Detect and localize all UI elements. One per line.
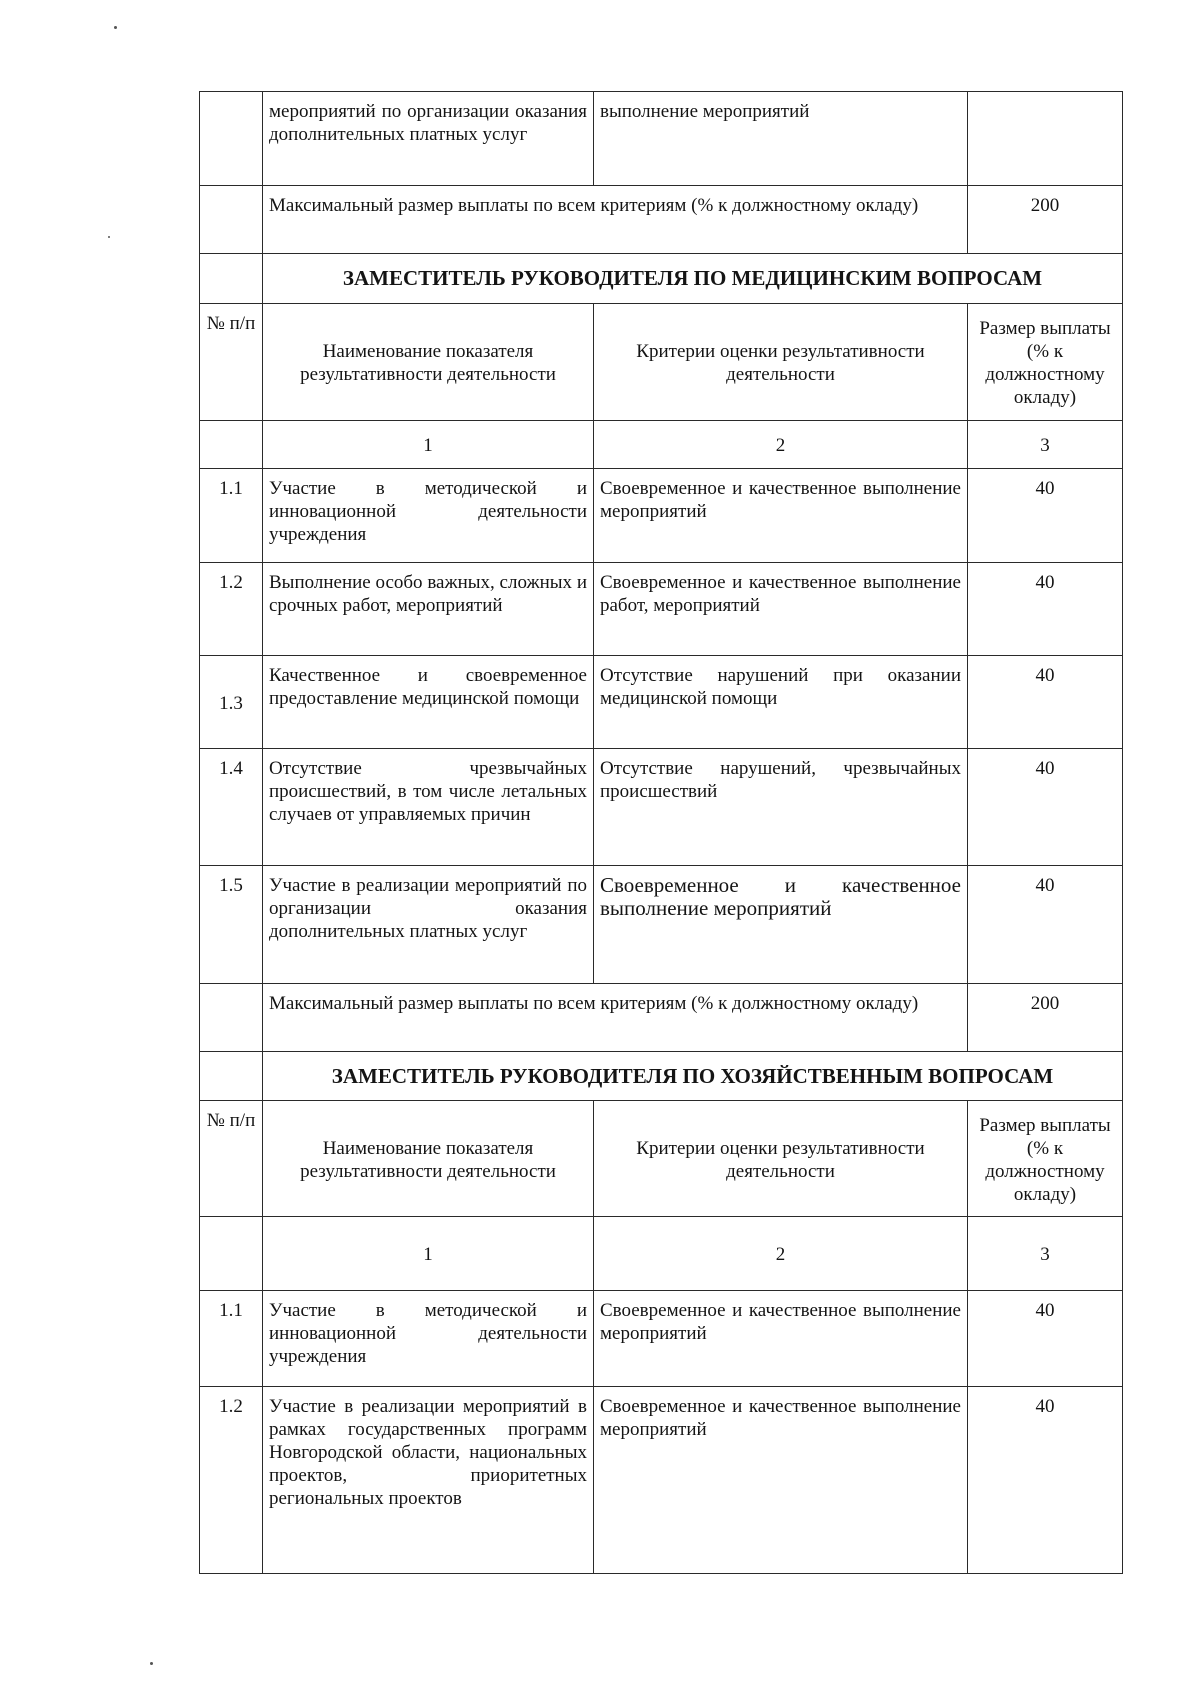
row-number: 1.1 <box>200 1291 263 1387</box>
column-headers <box>200 1101 1123 1217</box>
row-number: 1.3 <box>200 656 263 749</box>
indicator-cell: Участие в методической и инновационной деятельности учреждения <box>263 1291 594 1387</box>
row-number: 1.4 <box>200 749 263 866</box>
col-index: 2 <box>594 421 968 469</box>
section-header <box>200 1052 1123 1101</box>
criteria-cell: Своевременное и качественное выполнение мероприятий <box>594 1291 968 1387</box>
criteria-cell: выполнение мероприятий <box>594 92 968 186</box>
indicator-cell: Участие в реализации мероприятий в рамках государственных программ Новгородской области, национальных проектов, приоритетных региональных проектов <box>263 1387 594 1574</box>
value-cell: 40 <box>968 656 1123 749</box>
scan-speck <box>114 26 117 29</box>
max-payment-value: 200 <box>968 984 1123 1052</box>
header-value: Размер выплаты (% к должностному окладу) <box>968 1101 1123 1217</box>
section-title: ЗАМЕСТИТЕЛЬ РУКОВОДИТЕЛЯ ПО МЕДИЦИНСКИМ ВОПРОСАМ <box>263 254 1123 304</box>
criteria-cell: Своевременное и качественное выполнение мероприятий <box>594 1387 968 1574</box>
scan-speck <box>150 1662 153 1665</box>
column-index-row <box>200 1217 1123 1291</box>
value-cell: 40 <box>968 563 1123 656</box>
indicator-cell: мероприятий по организации оказания дополнительных платных услуг <box>263 92 594 186</box>
header-indicator: Наименование показателя результативности деятельности <box>263 304 594 421</box>
indicator-cell: Участие в реализации мероприятий по организации оказания дополнительных платных услуг <box>263 866 594 984</box>
max-payment-label: Максимальный размер выплаты по всем критериям (% к должностному окладу) <box>263 186 968 254</box>
table-row <box>200 866 1123 984</box>
max-payment-value: 200 <box>968 186 1123 254</box>
criteria-cell: Своевременное и качественное выполнение мероприятий <box>594 866 968 984</box>
value-cell: 40 <box>968 1387 1123 1574</box>
value-cell: 40 <box>968 1291 1123 1387</box>
header-num: № п/п <box>200 304 263 421</box>
table-row <box>200 469 1123 563</box>
col-index: 2 <box>594 1217 968 1291</box>
scan-speck <box>108 236 110 238</box>
column-headers <box>200 304 1123 421</box>
column-index-row <box>200 421 1123 469</box>
row-number: 1.1 <box>200 469 263 563</box>
row-number <box>200 92 263 186</box>
col-index: 3 <box>968 421 1123 469</box>
indicator-cell: Участие в методической и инновационной деятельности учреждения <box>263 469 594 563</box>
value-cell: 40 <box>968 469 1123 563</box>
criteria-cell: Отсутствие нарушений при оказании медицинской помощи <box>594 656 968 749</box>
col-index: 1 <box>263 1217 594 1291</box>
col-index: 3 <box>968 1217 1123 1291</box>
criteria-table <box>199 91 1123 1574</box>
indicator-cell: Отсутствие чрезвычайных происшествий, в том числе летальных случаев от управляемых причин <box>263 749 594 866</box>
col-index: 1 <box>263 421 594 469</box>
row-number: 1.5 <box>200 866 263 984</box>
header-indicator: Наименование показателя результативности деятельности <box>263 1101 594 1217</box>
table-row <box>200 656 1123 749</box>
max-payment-label: Максимальный размер выплаты по всем критериям (% к должностному окладу) <box>263 984 968 1052</box>
table-row <box>200 92 1123 186</box>
indicator-cell: Выполнение особо важных, сложных и срочных работ, мероприятий <box>263 563 594 656</box>
max-payment-row <box>200 984 1123 1052</box>
criteria-cell: Своевременное и качественное выполнение мероприятий <box>594 469 968 563</box>
value-cell: 40 <box>968 866 1123 984</box>
header-criteria: Критерии оценки результативности деятельности <box>594 1101 968 1217</box>
table-row <box>200 1387 1123 1574</box>
max-payment-row <box>200 186 1123 254</box>
table-row <box>200 1291 1123 1387</box>
header-num: № п/п <box>200 1101 263 1217</box>
row-number: 1.2 <box>200 1387 263 1574</box>
table-row <box>200 563 1123 656</box>
header-value: Размер выплаты (% к должностному окладу) <box>968 304 1123 421</box>
section-title: ЗАМЕСТИТЕЛЬ РУКОВОДИТЕЛЯ ПО ХОЗЯЙСТВЕННЫМ ВОПРОСАМ <box>263 1052 1123 1101</box>
row-number: 1.2 <box>200 563 263 656</box>
table-row <box>200 749 1123 866</box>
criteria-cell: Своевременное и качественное выполнение работ, мероприятий <box>594 563 968 656</box>
value-cell: 40 <box>968 749 1123 866</box>
section-header <box>200 254 1123 304</box>
value-cell <box>968 92 1123 186</box>
indicator-cell: Качественное и своевременное предоставление медицинской помощи <box>263 656 594 749</box>
header-criteria: Критерии оценки результативности деятельности <box>594 304 968 421</box>
criteria-cell: Отсутствие нарушений, чрезвычайных происшествий <box>594 749 968 866</box>
